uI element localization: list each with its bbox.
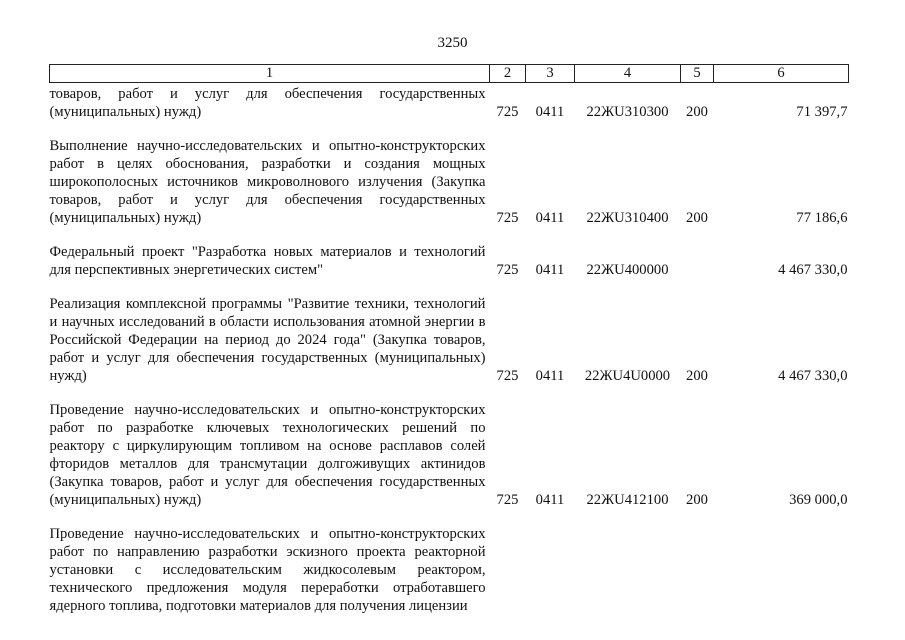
row-ministry-code: 725 — [496, 262, 519, 278]
row-amount: 369 000,0 — [789, 492, 848, 508]
row-description: Проведение научно-исследовательских и опытно-конструкторских работ по направлению разработки эскизного проекта реакторной установки с исследовательским жидкосолевым реактором, технического предложения модуля переработки отработавшего ядерного топлива, подготовки материалов для получения лицензии — [49, 526, 486, 614]
row-expense-type: 200 — [686, 492, 708, 508]
budget-table — [49, 64, 849, 615]
column-header-4: 4 — [575, 65, 681, 83]
row-ministry-code: 725 — [496, 104, 519, 120]
row-section-code: 0411 — [535, 210, 565, 226]
row-description: Выполнение научно-исследовательских и опытно-конструкторских работ в целях обоснования, разработки и создания мощных широкополосных источников микроволнового излучения (Закупка товаров, работ и услуг для обеспечения государственных (муниципальных) нужд) — [49, 138, 486, 226]
table-row — [50, 509, 849, 615]
row-expense-type: 200 — [686, 368, 708, 384]
row-target-code: 22ЖU4U0000 — [584, 368, 671, 384]
row-expense-type: 200 — [686, 104, 708, 120]
row-ministry-code: 725 — [496, 492, 519, 508]
row-section-code: 0411 — [535, 104, 565, 120]
row-ministry-code: 725 — [496, 210, 519, 226]
row-expense-type — [681, 509, 714, 615]
row-amount: 71 397,7 — [796, 104, 848, 120]
row-ministry-code: 725 — [496, 368, 519, 384]
table-row — [50, 385, 849, 509]
row-amount: 77 186,6 — [796, 210, 848, 226]
table-header-row — [50, 65, 849, 83]
row-target-code: 22ЖU310300 — [586, 104, 669, 120]
row-expense-type: 200 — [686, 210, 708, 226]
row-amount: 4 467 330,0 — [778, 262, 848, 278]
row-amount: 4 467 330,0 — [778, 368, 848, 384]
row-section-code: 0411 — [535, 368, 565, 384]
column-header-1: 1 — [50, 65, 490, 83]
row-target-code: 22ЖU310400 — [586, 210, 669, 226]
row-description: Федеральный проект "Разработка новых материалов и технологий для перспективных энергетических систем" — [49, 244, 486, 278]
table-row — [50, 227, 849, 279]
column-header-3: 3 — [526, 65, 575, 83]
row-section-code: 0411 — [535, 492, 565, 508]
row-expense-type — [681, 227, 714, 279]
row-target-code: 22ЖU412100 — [586, 492, 669, 508]
row-ministry-code — [490, 509, 526, 615]
row-section-code — [526, 509, 575, 615]
column-header-5: 5 — [681, 65, 714, 83]
row-description: Реализация комплексной программы "Развитие техники, технологий и научных исследований в области использования атомной энергии в Российской Федерации на период до 2024 года" (Закупка товаров, работ и услуг для обеспечения государственных (муниципальных) нужд) — [49, 296, 486, 384]
table-row — [50, 121, 849, 227]
row-target-code: 22ЖU400000 — [586, 262, 669, 278]
column-header-6: 6 — [714, 65, 849, 83]
row-target-code — [575, 509, 681, 615]
page-number: 3250 — [437, 35, 468, 51]
table-row — [50, 83, 849, 122]
table-row — [50, 279, 849, 385]
row-description: Проведение научно-исследовательских и опытно-конструкторских работ по разработке ключевых технологических решений по реактору с циркулирующим топливом на основе расплавов солей фторидов металлов для трансмутации долгоживущих актинидов (Закупка товаров, работ и услуг для обеспечения государственных (муниципальных) нужд) — [49, 402, 486, 508]
row-section-code: 0411 — [535, 262, 565, 278]
row-amount — [714, 509, 849, 615]
column-header-2: 2 — [490, 65, 526, 83]
row-description: товаров, работ и услуг для обеспечения государственных (муниципальных) нужд) — [49, 86, 486, 120]
